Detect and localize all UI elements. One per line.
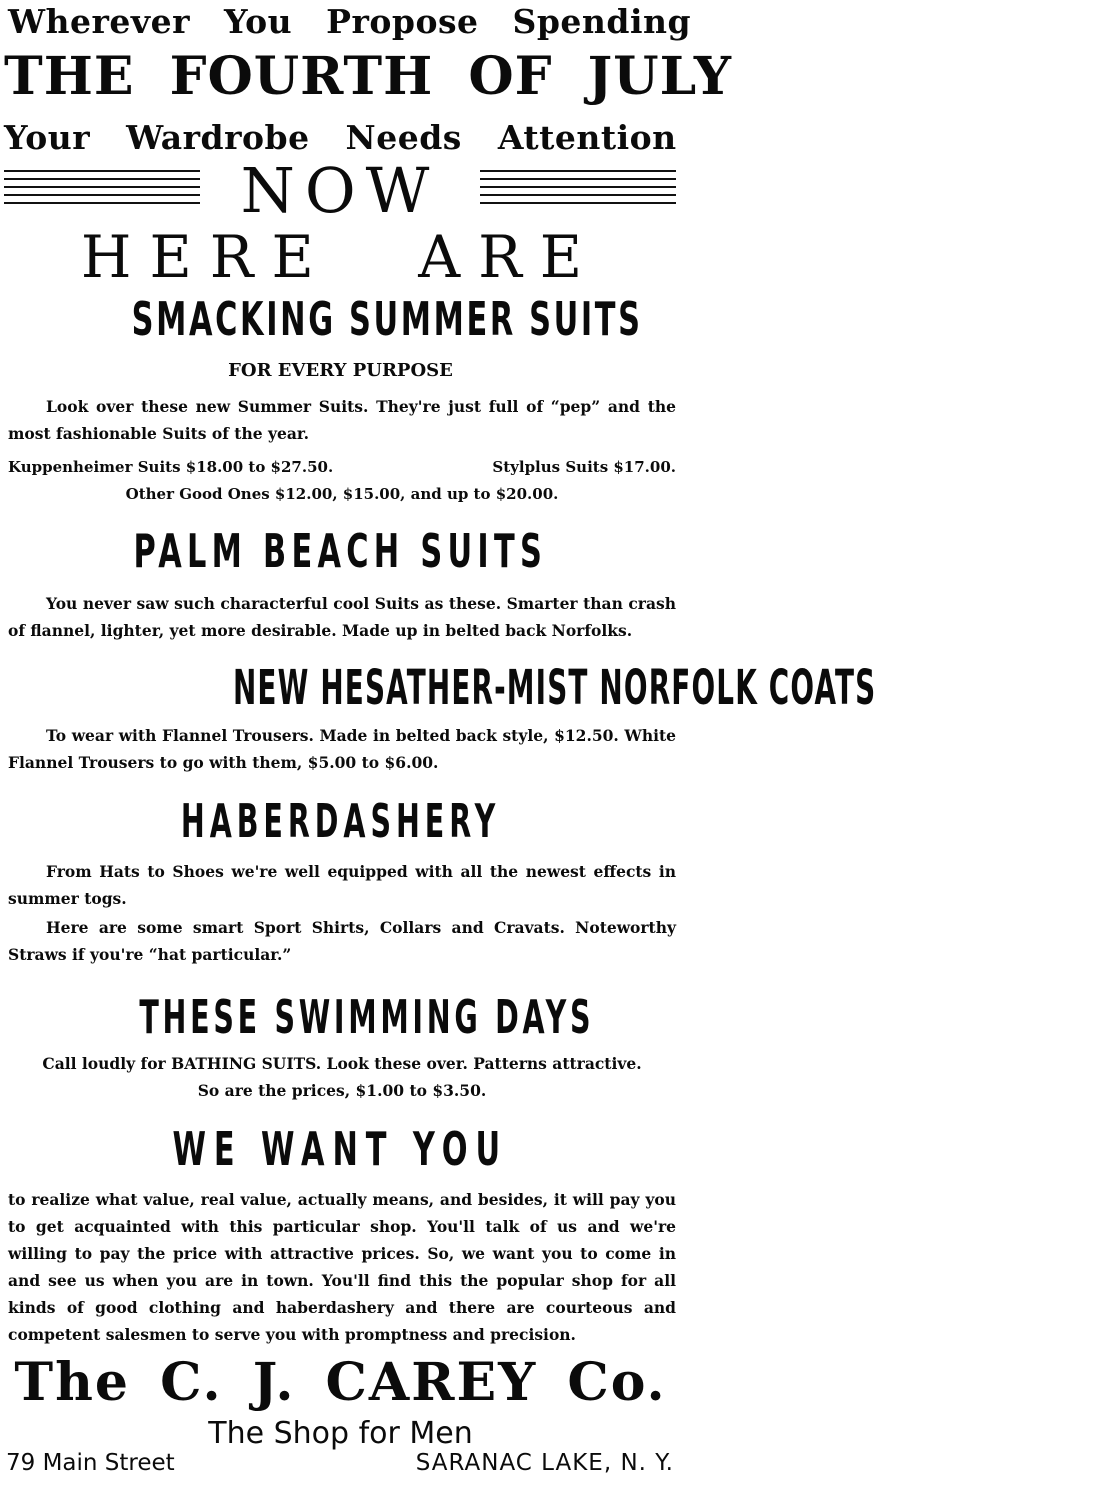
headline-fourth-of-july: THE FOURTH OF JULY <box>4 46 732 107</box>
swimming-body <box>8 1050 676 1104</box>
headline-wardrobe: Your Wardrobe Needs Attention <box>4 118 677 157</box>
for-every-purpose-subtitle: FOR EVERY PURPOSE <box>228 360 453 381</box>
we-want-you-section <box>0 1122 681 1176</box>
smacking-body <box>8 393 676 447</box>
norfolk-body-text: To wear with Flannel Trousers. Made in belted back style, $12.50. White Flannel Trousers to go with them, $5.00 to $6.00. <box>8 726 676 772</box>
kuppenheimer-price: Kuppenheimer Suits $18.00 to $27.50. <box>8 458 334 476</box>
we-want-you-body-text: to realize what value, real value, actually means, and besides, it will pay you to get acquainted with this particular shop. You'll talk of us and we're willing to pay the price with attractive prices. So, we want you to come in and see us when you are in town. You'll find this the popular shop for all kinds of good clothing and haberdashery and there are courteous and competent salesmen to serve you with promptness and precision. <box>8 1190 676 1344</box>
we-want-you-title: WE WANT YOU <box>172 1122 509 1176</box>
palm-beach-section <box>0 524 681 578</box>
norfolk-body <box>8 722 676 776</box>
haberdashery-body <box>8 858 676 968</box>
now-rule-left <box>4 170 200 210</box>
footer-address-row <box>6 1450 674 1476</box>
swimming-days-section <box>0 990 681 1044</box>
suit-prices <box>8 454 676 508</box>
norfolk-title: NEW HESATHER-MIST NORFOLK COATS <box>232 660 877 716</box>
haberdashery-title: HABERDASHERY <box>180 794 501 848</box>
city-address: SARANAC LAKE, N. Y. <box>415 1450 674 1476</box>
palm-beach-body <box>8 590 676 644</box>
now-banner <box>0 154 681 227</box>
now-word: NOW <box>240 154 440 227</box>
now-rule-right <box>480 170 676 210</box>
smacking-title: SMACKING SUMMER SUITS <box>131 292 643 346</box>
norfolk-coats-section <box>0 660 877 716</box>
swimming-body-text-2: So are the prices, $1.00 to $3.50. <box>197 1081 487 1100</box>
palm-beach-title: PALM BEACH SUITS <box>133 524 548 578</box>
other-suits-price: Other Good Ones $12.00, $15.00, and up to $20.00. <box>125 485 559 503</box>
haberdashery-body-text-1: From Hats to Shoes we're well equipped with all the newest effects in summer togs. <box>8 862 676 908</box>
swimming-body-text-1: Call loudly for BATHING SUITS. Look these over. Patterns attractive. <box>42 1054 642 1073</box>
haberdashery-section <box>0 794 681 848</box>
here-are-heading: HERE ARE <box>80 223 601 291</box>
company-name: The C. J. CAREY Co. <box>14 1352 667 1413</box>
stylplus-price: Stylplus Suits $17.00. <box>492 458 676 476</box>
smacking-summer-suits-section <box>0 292 681 346</box>
haberdashery-body-text-2: Here are some smart Sport Shirts, Collars and Cravats. Noteworthy Straws if you're “hat particular.” <box>8 918 676 964</box>
we-want-you-body <box>8 1186 676 1348</box>
smacking-body-text: Look over these new Summer Suits. They're just full of “pep” and the most fashionable Suits of the year. <box>8 397 676 443</box>
street-address: 79 Main Street <box>6 1450 175 1476</box>
palm-beach-body-text: You never saw such characterful cool Suits as these. Smarter than crash of flannel, lighter, yet more desirable. Made up in belted back Norfolks. <box>8 594 676 640</box>
headline-wherever: Wherever You Propose Spending <box>8 2 692 41</box>
swimming-title: THESE SWIMMING DAYS <box>139 990 595 1044</box>
shop-tagline: The Shop for Men <box>208 1416 473 1451</box>
